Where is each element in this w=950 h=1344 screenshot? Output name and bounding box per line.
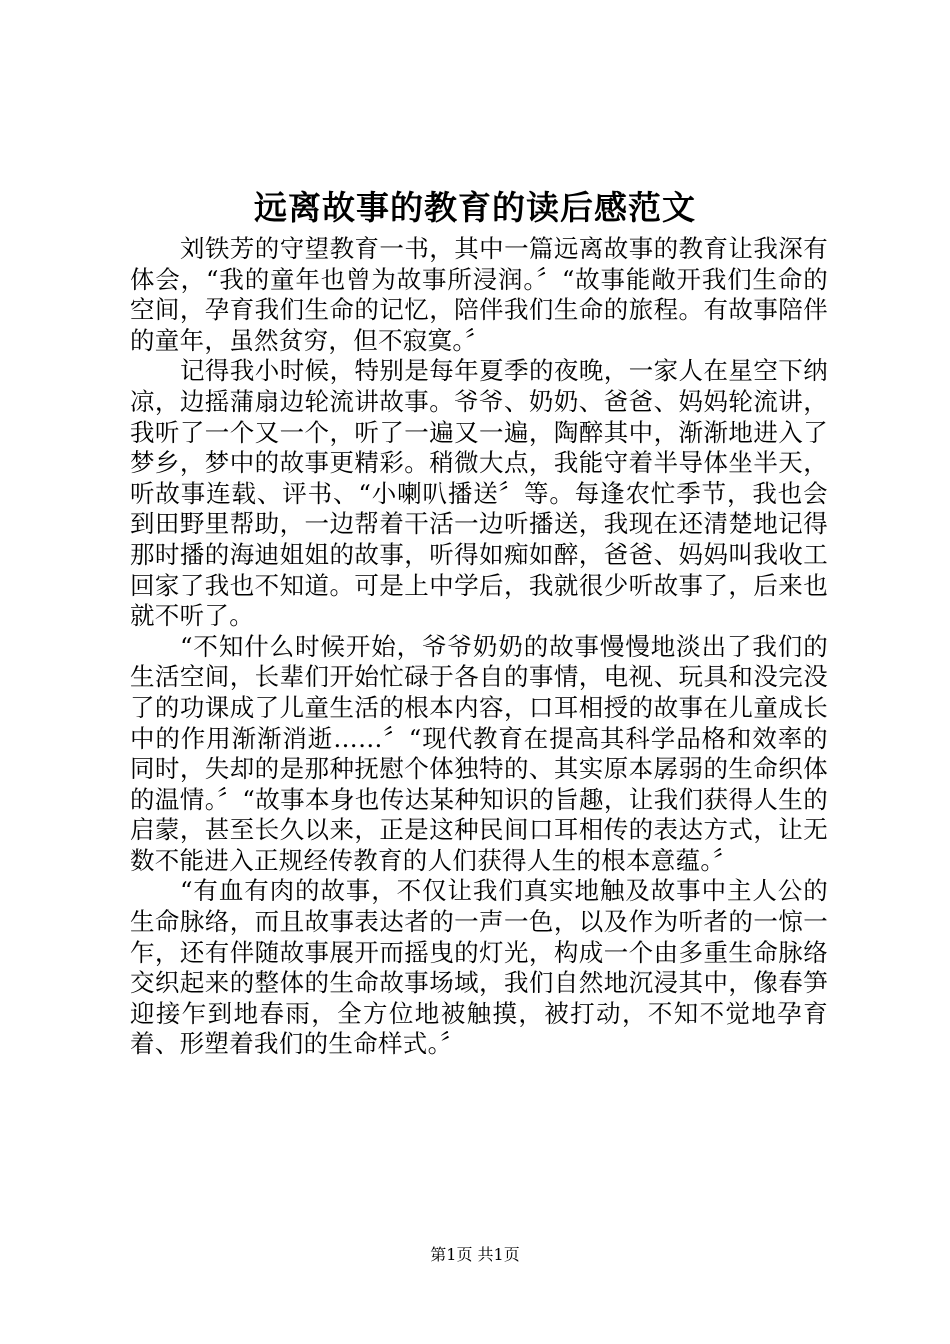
paragraph-1: 刘铁芳的守望教育一书，其中一篇远离故事的教育让我深有体会，“我的童年也曾为故事所浸润。〞“故事能敞开我们生命的空间，孕育我们生命的记忆，陪伴我们生命的旅程。有故事陪伴的童年，虽然贫穷，但不寂寞。〞 <box>130 234 828 355</box>
paragraph-3: “不知什么时候开始，爷爷奶奶的故事慢慢地淡出了我们的生活空间，长辈们开始忙碌于各自的事情，电视、玩具和没完没了的功课成了儿童生活的根本内容，口耳相授的故事在儿童成长中的作用渐渐消逝……〞“现代教育在提高其科学品格和效率的同时，失却的是那种抚慰个体独特的、其实原本孱弱的生命织体的温情。〞“故事本身也传达某种知识的旨趣，让我们获得人生的启蒙，甚至长久以来，正是这种民间口耳相传的表达方式，让无数不能进入正规经传教育的人们获得人生的根本意蕴。〞 <box>130 631 828 875</box>
paragraph-2: 记得我小时候，特别是每年夏季的夜晚，一家人在星空下纳凉，边摇蒲扇边轮流讲故事。爷爷、奶奶、爸爸、妈妈轮流讲，我听了一个又一个，听了一遍又一遍，陶醉其中，渐渐地进入了梦乡，梦中的故事更精彩。稍微大点，我能守着半导体坐半天，听故事连载、评书、“小喇叭播送〞等。每逢农忙季节，我也会到田野里帮助，一边帮着干活一边听播送，我现在还清楚地记得那时播的海迪姐姐的故事，听得如痴如醉，爸爸、妈妈叫我收工回家了我也不知道。可是上中学后，我就很少听故事了，后来也就不听了。 <box>130 356 828 631</box>
document-body <box>130 234 828 1060</box>
paragraph-4: “有血有肉的故事，不仅让我们真实地触及故事中主人公的生命脉络，而且故事表达者的一声一色，以及作为听者的一惊一乍，还有伴随故事展开而摇曳的灯光，构成一个由多重生命脉络交织起来的整体的生命故事场域，我们自然地沉浸其中，像春笋迎接乍到地春雨，全方位地被触摸，被打动，不知不觉地孕育着、形塑着我们的生命样式。〞 <box>130 876 828 1059</box>
page-footer: 第1页 共1页 <box>430 1245 520 1264</box>
document-title: 远离故事的教育的读后感范文 <box>254 188 696 227</box>
